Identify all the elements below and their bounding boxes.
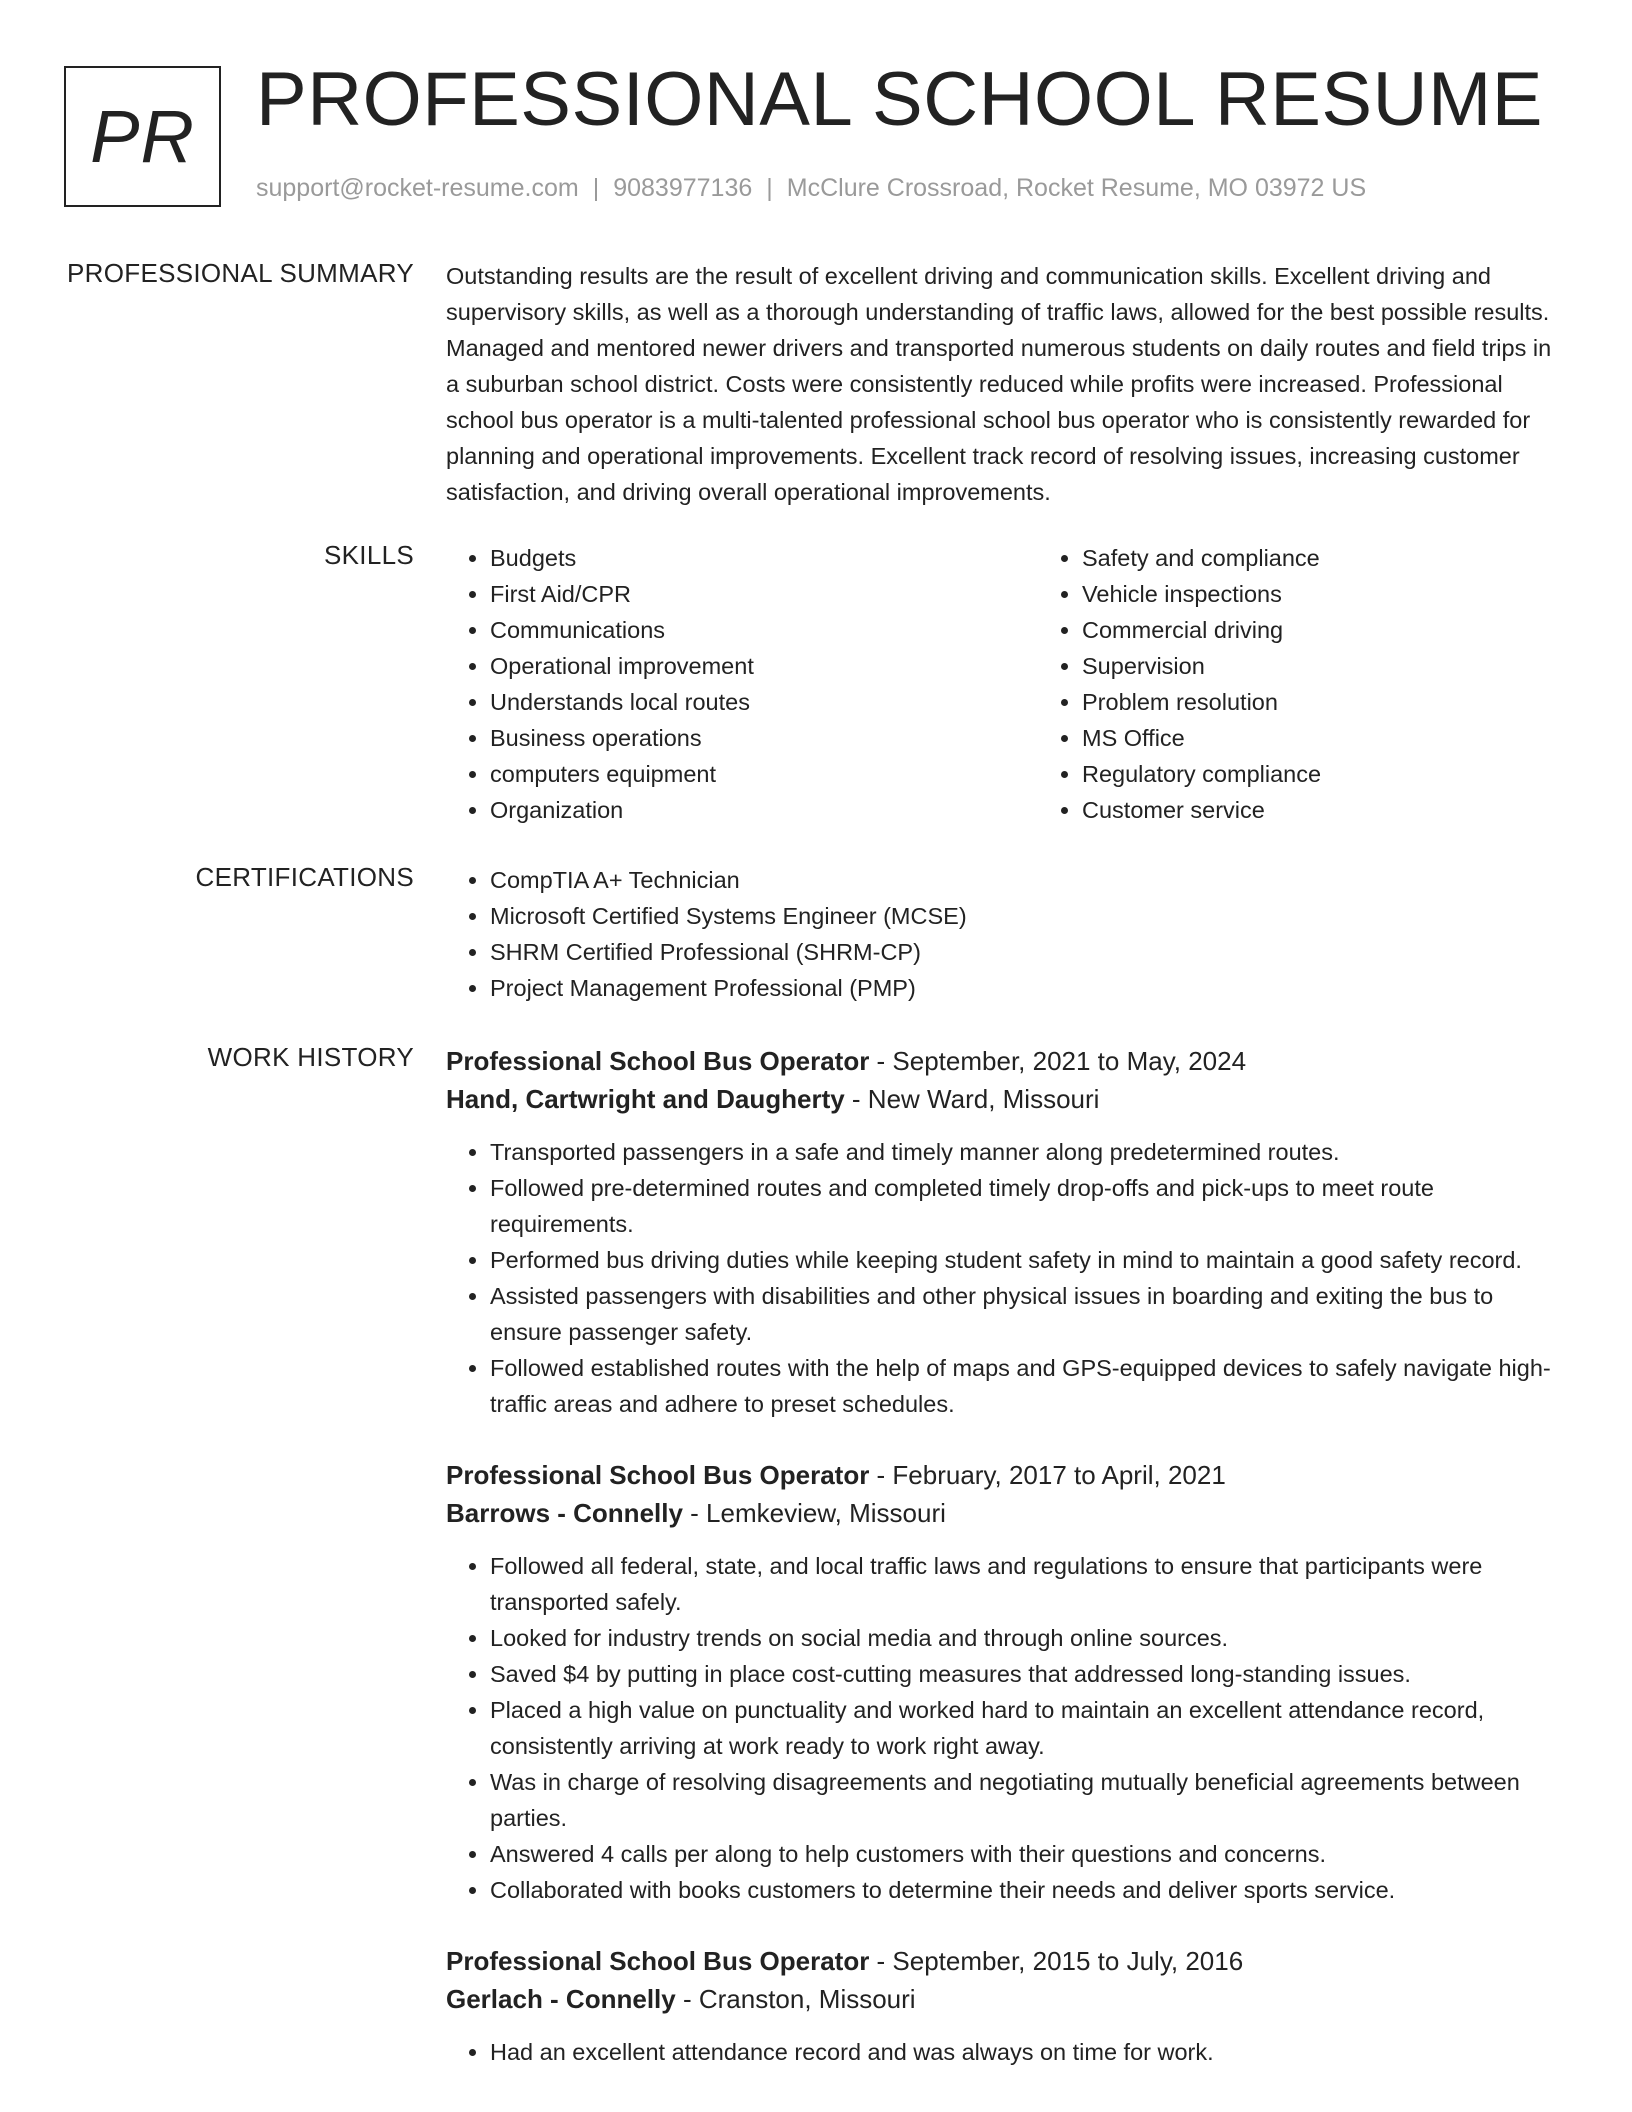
job-bullets: [446, 2034, 1564, 2070]
skill-item: • Communications: [490, 612, 1038, 648]
job-dates: - September, 2015 to July, 2016: [869, 1946, 1244, 1976]
job-title-line: [446, 1942, 1564, 1980]
skill-item: • MS Office: [1082, 720, 1630, 756]
skill-item: • Regulatory compliance: [1082, 756, 1630, 792]
skills-grid: [446, 540, 1564, 828]
job-bullet: • Collaborated with books customers to determine their needs and deliver sports service.: [490, 1872, 1564, 1908]
job-company-line: [446, 1980, 1564, 2018]
job-bullet: • Looked for industry trends on social media and through online sources.: [490, 1620, 1564, 1656]
skills-label: SKILLS: [324, 540, 414, 570]
summary-body: [446, 258, 1564, 510]
work-history-body: [446, 1042, 1564, 2104]
job-company-line: [446, 1494, 1564, 1532]
certification-item: • Microsoft Certified Systems Engineer (MCSE): [490, 898, 1564, 934]
job-location: - Cranston, Missouri: [675, 1984, 916, 2014]
skills-list-right: [1038, 540, 1630, 828]
job-entry: [446, 1042, 1564, 1422]
job-entry: [446, 1942, 1564, 2070]
job-entry: [446, 1456, 1564, 1908]
job-company-line: [446, 1080, 1564, 1118]
skill-item: • computers equipment: [490, 756, 1038, 792]
skills-list-left: [446, 540, 1038, 828]
monogram-box: [64, 66, 221, 207]
job-bullet: • Was in charge of resolving disagreements and negotiating mutually beneficial agreements between parties.: [490, 1764, 1564, 1836]
job-bullet: • Assisted passengers with disabilities and other physical issues in boarding and exiting the bus to ensure passenger safety.: [490, 1278, 1564, 1350]
job-bullet: • Placed a high value on punctuality and worked hard to maintain an excellent attendance record, consistently arriving at work ready to work right away.: [490, 1692, 1564, 1764]
contact-email[interactable]: support@rocket-resume.com: [256, 174, 579, 202]
certifications-label: CERTIFICATIONS: [195, 862, 414, 892]
job-bullet: • Answered 4 calls per along to help customers with their questions and concerns.: [490, 1836, 1564, 1872]
skill-item: • Customer service: [1082, 792, 1630, 828]
job-bullet: • Had an excellent attendance record and was always on time for work.: [490, 2034, 1564, 2070]
job-title-line: [446, 1042, 1564, 1080]
skill-item: • Organization: [490, 792, 1038, 828]
job-bullet: • Followed pre-determined routes and completed timely drop-offs and pick-ups to meet route requirements.: [490, 1170, 1564, 1242]
skill-item: • Commercial driving: [1082, 612, 1630, 648]
skill-item: • Vehicle inspections: [1082, 576, 1630, 612]
skill-item: • Understands local routes: [490, 684, 1038, 720]
certification-item: • Project Management Professional (PMP): [490, 970, 1564, 1006]
resume-title: PROFESSIONAL SCHOOL RESUME: [256, 57, 1543, 142]
job-location: - New Ward, Missouri: [844, 1084, 1100, 1114]
skill-item: • Problem resolution: [1082, 684, 1630, 720]
certifications-list: [446, 862, 1564, 1006]
skill-item: • Budgets: [490, 540, 1038, 576]
job-bullets: [446, 1548, 1564, 1908]
job-bullet: • Saved $4 by putting in place cost-cutting measures that addressed long-standing issues.: [490, 1656, 1564, 1692]
certification-item: • SHRM Certified Professional (SHRM-CP): [490, 934, 1564, 970]
job-dates: - February, 2017 to April, 2021: [869, 1460, 1226, 1490]
skill-item: • First Aid/CPR: [490, 576, 1038, 612]
job-dates: - September, 2021 to May, 2024: [869, 1046, 1247, 1076]
summary-text: Outstanding results are the result of excellent driving and communication skills. Excellent driving and supervisory skills, as well as a thorough understanding of traffic laws, allowed for the best possible results. Managed and mentored newer drivers and transported numerous students on daily routes and field trips in a suburban school district. Costs were consistently reduced while profits were increased. Professional school bus operator is a multi-talented professional school bus operator who is consistently rewarded for planning and operational improvements. Excellent track record of resolving issues, increasing customer satisfaction, and driving overall operational improvements.: [446, 263, 1552, 505]
certifications-body: [446, 862, 1564, 1006]
job-title: Professional School Bus Operator: [446, 1046, 870, 1076]
contact-separator: |: [592, 174, 600, 202]
job-bullet: • Followed all federal, state, and local traffic laws and regulations to ensure that participants were transported safely.: [490, 1548, 1564, 1620]
skill-item: • Safety and compliance: [1082, 540, 1630, 576]
contact-separator: |: [766, 174, 773, 202]
job-bullet: • Followed established routes with the help of maps and GPS-equipped devices to safely navigate high-traffic areas and adhere to preset schedules.: [490, 1350, 1564, 1422]
job-bullets: [446, 1134, 1564, 1422]
work-history-label: WORK HISTORY: [207, 1042, 414, 1072]
job-bullet: • Performed bus driving duties while keeping student safety in mind to maintain a good safety record.: [490, 1242, 1564, 1278]
contact-line: [256, 174, 1366, 203]
monogram-initials: PR: [90, 95, 195, 178]
job-bullet: • Transported passengers in a safe and timely manner along predetermined routes.: [490, 1134, 1564, 1170]
job-title: Professional School Bus Operator: [446, 1460, 870, 1490]
job-company: Gerlach - Connelly: [446, 1984, 676, 2014]
skill-item: • Operational improvement: [490, 648, 1038, 684]
contact-phone[interactable]: 9083977136: [613, 174, 753, 202]
contact-address: McClure Crossroad, Rocket Resume, MO 03972 US: [786, 174, 1367, 202]
job-title-line: [446, 1456, 1564, 1494]
job-title: Professional School Bus Operator: [446, 1946, 870, 1976]
skill-item: • Supervision: [1082, 648, 1630, 684]
summary-label: PROFESSIONAL SUMMARY: [67, 258, 414, 288]
skill-item: • Business operations: [490, 720, 1038, 756]
job-company: Hand, Cartwright and Daugherty: [446, 1084, 845, 1114]
job-location: - Lemkeview, Missouri: [682, 1498, 946, 1528]
certification-item: • CompTIA A+ Technician: [490, 862, 1564, 898]
job-company: Barrows - Connelly: [446, 1498, 683, 1528]
